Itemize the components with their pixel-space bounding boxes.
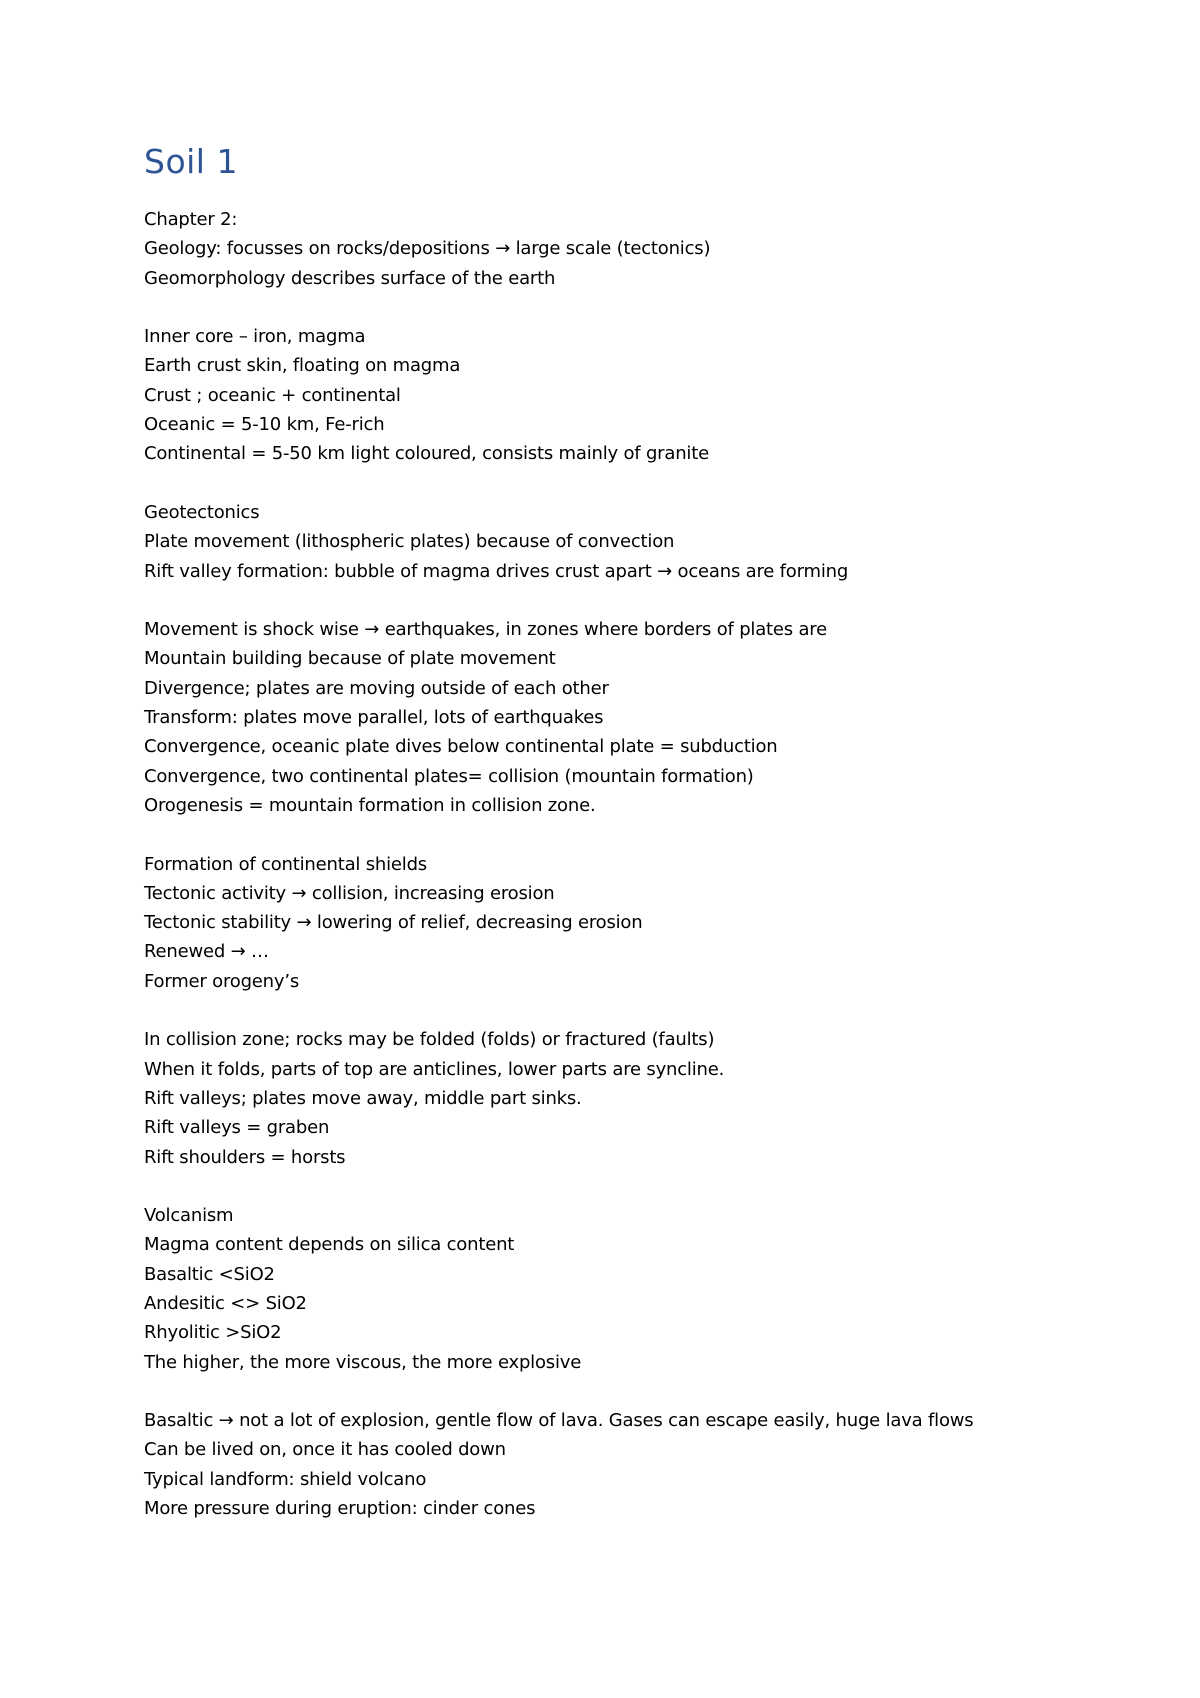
paragraph xyxy=(144,850,1104,996)
text-line: Continental = 5-50 km light coloured, consists mainly of granite xyxy=(144,443,709,465)
paragraph xyxy=(144,1201,1104,1377)
paragraph xyxy=(144,322,1104,468)
text-line: Andesitic <> SiO2 xyxy=(144,1292,307,1314)
text-line: Rift valleys; plates move away, middle part sinks. xyxy=(144,1087,582,1109)
text-line: Convergence, oceanic plate dives below continental plate = subduction xyxy=(144,736,778,758)
text-line: Inner core – iron, magma xyxy=(144,326,366,348)
text-line: Rift shoulders = horsts xyxy=(144,1146,346,1168)
text-line: Geotectonics xyxy=(144,501,260,523)
text-line: Convergence, two continental plates= collision (mountain formation) xyxy=(144,765,754,787)
text-line: Tectonic activity → collision, increasing erosion xyxy=(144,882,555,904)
blank-line xyxy=(144,1377,1104,1406)
text-line: Geology: focusses on rocks/depositions → large scale (tectonics) xyxy=(144,238,711,260)
text-line: Earth crust skin, floating on magma xyxy=(144,355,461,377)
text-line: Can be lived on, once it has cooled down xyxy=(144,1439,506,1461)
text-line: In collision zone; rocks may be folded (folds) or fractured (faults) xyxy=(144,1029,715,1051)
blank-line xyxy=(144,1172,1104,1201)
text-line: Formation of continental shields xyxy=(144,853,427,875)
text-line: Mountain building because of plate movement xyxy=(144,648,556,670)
blank-line xyxy=(144,820,1104,849)
paragraph xyxy=(144,1406,1104,1523)
text-line: Tectonic stability → lowering of relief, decreasing erosion xyxy=(144,912,643,934)
text-line: Basaltic <SiO2 xyxy=(144,1263,275,1285)
text-line: More pressure during eruption: cinder cones xyxy=(144,1498,536,1520)
text-line: Orogenesis = mountain formation in collision zone. xyxy=(144,794,596,816)
blank-line xyxy=(144,469,1104,498)
paragraph xyxy=(144,615,1104,820)
text-line: Rift valley formation: bubble of magma drives crust apart → oceans are forming xyxy=(144,560,849,582)
paragraph xyxy=(144,498,1104,586)
text-line: Former orogeny’s xyxy=(144,970,300,992)
document-body xyxy=(144,138,1104,1523)
text-line: Geomorphology describes surface of the earth xyxy=(144,267,556,289)
text-line: Magma content depends on silica content xyxy=(144,1234,515,1256)
text-line: Crust ; oceanic + continental xyxy=(144,384,401,406)
blank-line xyxy=(144,586,1104,615)
text-line: Rhyolitic >SiO2 xyxy=(144,1322,282,1344)
paragraph xyxy=(144,1025,1104,1171)
blank-line xyxy=(144,293,1104,322)
text-line: Chapter 2: xyxy=(144,209,238,230)
blank-line xyxy=(144,996,1104,1025)
paragraph-container xyxy=(144,205,1104,1523)
text-line: The higher, the more viscous, the more explosive xyxy=(144,1351,582,1373)
text-line: Renewed → … xyxy=(144,941,269,963)
document-title: Soil 1 xyxy=(144,142,238,181)
text-line: Plate movement (lithospheric plates) because of convection xyxy=(144,531,675,553)
text-line: Transform: plates move parallel, lots of earthquakes xyxy=(144,707,604,729)
text-line: Oceanic = 5-10 km, Fe-rich xyxy=(144,414,385,436)
text-line: When it folds, parts of top are anticlines, lower parts are syncline. xyxy=(144,1058,725,1080)
paragraph xyxy=(144,205,1104,293)
text-line: Rift valleys = graben xyxy=(144,1117,330,1139)
text-line: Movement is shock wise → earthquakes, in zones where borders of plates are xyxy=(144,619,827,641)
text-line: Divergence; plates are moving outside of each other xyxy=(144,677,609,699)
text-line: Volcanism xyxy=(144,1205,234,1227)
text-line: Basaltic → not a lot of explosion, gentle flow of lava. Gases can escape easily, huge lava flows xyxy=(144,1410,974,1432)
text-line: Typical landform: shield volcano xyxy=(144,1468,427,1490)
